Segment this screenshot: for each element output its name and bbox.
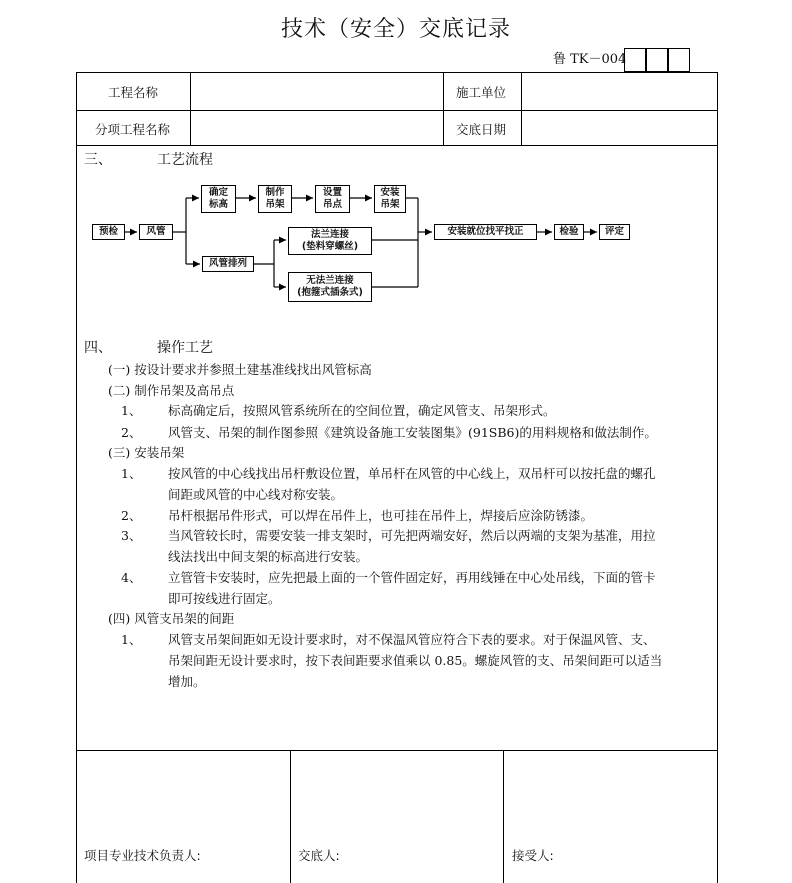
step-line: (二) 制作吊架及高吊点: [108, 383, 235, 398]
page-title: 技术（安全）交底记录: [280, 17, 511, 42]
project-name-label: 工程名称: [108, 85, 159, 100]
step-number: 1、: [121, 632, 142, 647]
step-line: 按风管的中心线找出吊杆敷设位置，单吊杆在风管的中心线上，双吊杆可以按托盘的螺孔: [168, 466, 656, 481]
flow-install: 安装就位找平找正: [434, 224, 537, 240]
flow-evaluate: 评定: [599, 224, 630, 240]
flow-flange: 法兰连接 (垫料穿螺丝): [288, 227, 372, 255]
step-number: 2、: [121, 425, 142, 440]
step-line: 风管支、吊架的制作图参照《建筑设备施工安装图集》(91SB6)的用料规格和做法制作。: [168, 425, 657, 440]
subproject-label: 分项工程名称: [95, 122, 171, 137]
step-line: 吊架间距无设计要求时，按下表间距要求值乘以 0.85。螺旋风管的支、吊架间距可以适当: [168, 653, 663, 668]
step-line: 标高确定后，按照风管系统所在的空间位置，确定风管支、吊架形式。: [168, 403, 556, 418]
flow-check: 检验: [554, 224, 584, 240]
step-line: (一) 按设计要求并参照土建基准线找出风管标高: [108, 362, 372, 377]
step-line: 线法找出中间支架的标高进行安装。: [168, 549, 369, 564]
flow-arrange: 风管排列: [202, 256, 254, 272]
discloser-signature-label: 交底人:: [298, 848, 340, 863]
section3-title: 工艺流程: [157, 152, 213, 168]
step-number: 3、: [121, 528, 142, 543]
flow-elevation: 确定 标高: [201, 185, 236, 213]
flow-duct: 风管: [139, 224, 173, 240]
step-line: 即可按线进行固定。: [168, 591, 281, 606]
date-label: 交底日期: [456, 122, 507, 137]
flow-make-hanger: 制作 吊架: [258, 185, 292, 213]
section4-title: 操作工艺: [157, 340, 213, 356]
step-number: 4、: [121, 570, 142, 585]
step-number: 2、: [121, 508, 142, 523]
flow-noflange: 无法兰连接 (抱箍式插条式): [288, 272, 372, 302]
step-number: 1、: [121, 466, 142, 481]
step-line: 间距或风管的中心线对称安装。: [168, 487, 344, 502]
contractor-label: 施工单位: [456, 85, 507, 100]
tech-lead-signature-label: 项目专业技术负责人:: [84, 848, 201, 863]
flow-install-hanger: 安装 吊架: [374, 185, 406, 213]
step-line: (四) 风管支吊架的间距: [108, 611, 235, 626]
receiver-signature-label: 接受人:: [512, 848, 554, 863]
section3-number: 三、: [84, 152, 112, 168]
step-number: 1、: [121, 403, 142, 418]
step-line: 当风管较长时，需要安装一排支架时，可先把两端安好，然后以两端的支架为基准，用拉: [168, 528, 656, 543]
step-line: (三) 安装吊架: [108, 445, 185, 460]
step-line: 立管管卡安装时，应先把最上面的一个管件固定好，再用线锤在中心处吊线，下面的管卡: [168, 570, 656, 585]
step-line: 吊杆根据吊件形式，可以焊在吊件上，也可挂在吊件上，焊接后应涂防锈漆。: [168, 508, 594, 523]
step-line: 风管支吊架间距如无设计要求时，对不保温风管应符合下表的要求。对于保温风管、支、: [168, 632, 656, 647]
step-line: 增加。: [168, 674, 206, 689]
document-number: 鲁 TK－004: [553, 52, 627, 67]
flow-set-point: 设置 吊点: [315, 185, 350, 213]
process-flow-diagram: [0, 0, 792, 320]
section4-number: 四、: [84, 340, 112, 356]
flow-inspect: 预检: [92, 224, 125, 240]
